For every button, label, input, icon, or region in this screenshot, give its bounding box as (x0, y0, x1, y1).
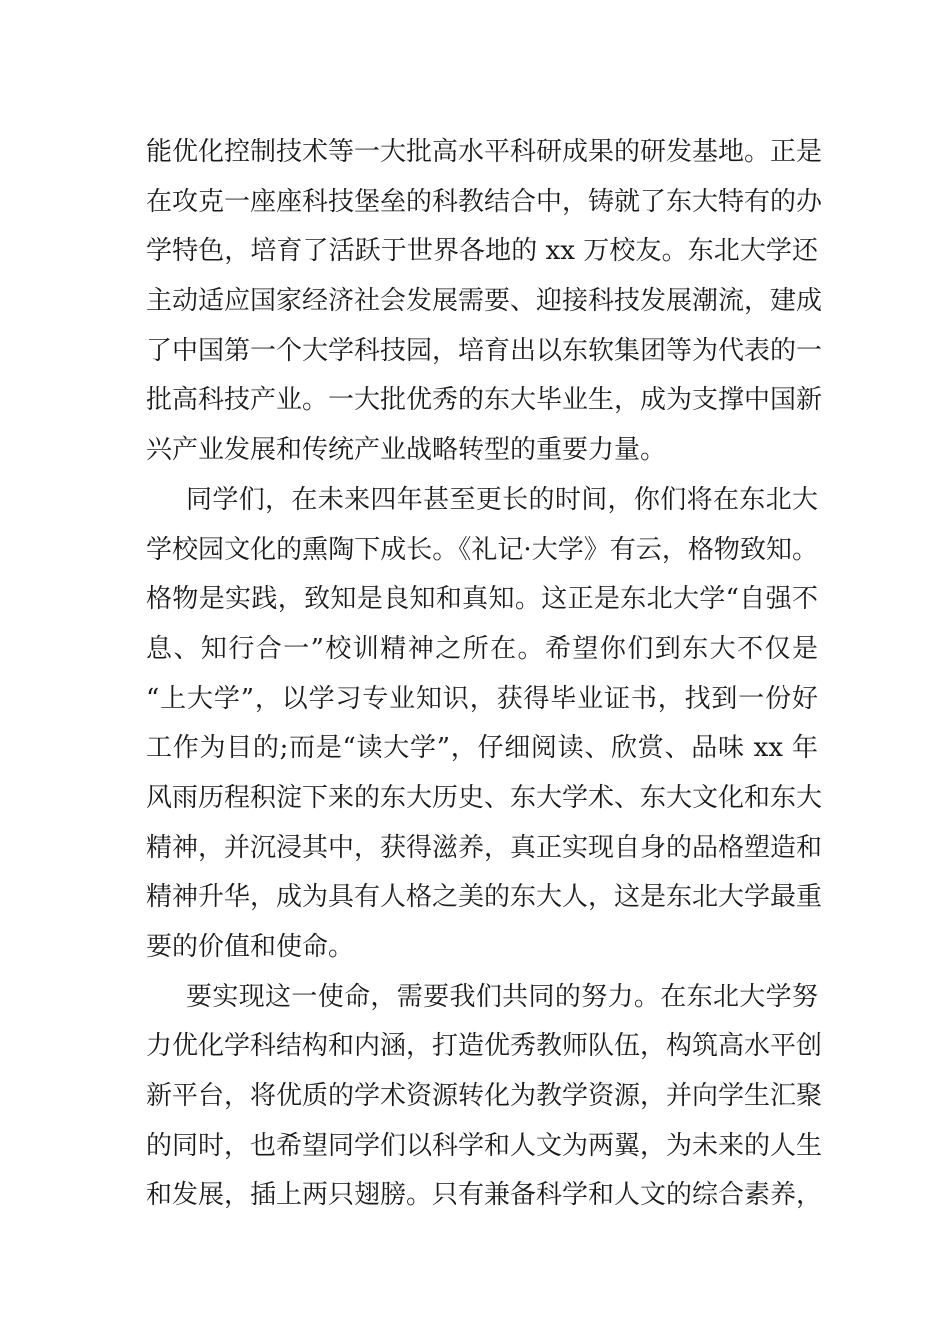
text-line: 格物是实践，致知是良知和真知。这正是东北大学“自强不 (146, 584, 818, 615)
text-line: 工作为目的;而是“读大学”，仔细阅读、欣赏、品味 xx 年 (146, 733, 818, 764)
text-line: 力优化学科结构和内涵，打造优秀教师队伍，构筑高水平创 (146, 1031, 823, 1062)
paragraph-start-line: 要实现这一使命，需要我们共同的努力。在东北大学努 (186, 981, 818, 1012)
paragraph-end-line: 兴产业发展和传统产业战略转型的重要力量。 (146, 435, 667, 466)
text-line: 在攻克一座座科技堡垒的科教结合中，铸就了东大特有的办 (146, 186, 823, 217)
text-line: 新平台，将优质的学术资源转化为教学资源，并向学生汇聚 (146, 1081, 823, 1112)
text-line: 了中国第一个大学科技园，培育出以东软集团等为代表的一 (146, 335, 823, 366)
text-line: 的同时，也希望同学们以科学和人文为两翼，为未来的人生 (146, 1130, 823, 1161)
text-line: 学特色，培育了活跃于世界各地的 xx 万校友。东北大学还 (146, 236, 818, 267)
text-line: 学校园文化的熏陶下成长。《礼记·大学》有云，格物致知。 (146, 534, 818, 565)
text-line: “上大学”，以学习专业知识，获得毕业证书，找到一份好 (146, 683, 818, 714)
text-line: 主动适应国家经济社会发展需要、迎接科技发展潮流，建成 (146, 286, 823, 317)
text-line: 能优化控制技术等一大批高水平科研成果的研发基地。正是 (146, 137, 823, 167)
paragraph-end-line: 要的价值和使命。 (146, 932, 355, 962)
text-line: 息、知行合一”校训精神之所在。希望你们到东大不仅是 (146, 633, 818, 664)
body-text (146, 128, 823, 1221)
text-line: 和发展，插上两只翅膀。只有兼备科学和人文的综合素养， (146, 1180, 823, 1211)
text-line: 精神升华，成为具有人格之美的东大人，这是东北大学最重 (146, 882, 823, 913)
text-line: 批高科技产业。一大批优秀的东大毕业生，成为支撑中国新 (146, 385, 823, 416)
text-line: 精神，并沉浸其中，获得滋养，真正实现自身的品格塑造和 (146, 832, 823, 863)
text-line: 风雨历程积淀下来的东大历史、东大学术、东大文化和东大 (146, 782, 823, 813)
paragraph-start-line: 同学们，在未来四年甚至更长的时间，你们将在东北大 (186, 484, 818, 515)
